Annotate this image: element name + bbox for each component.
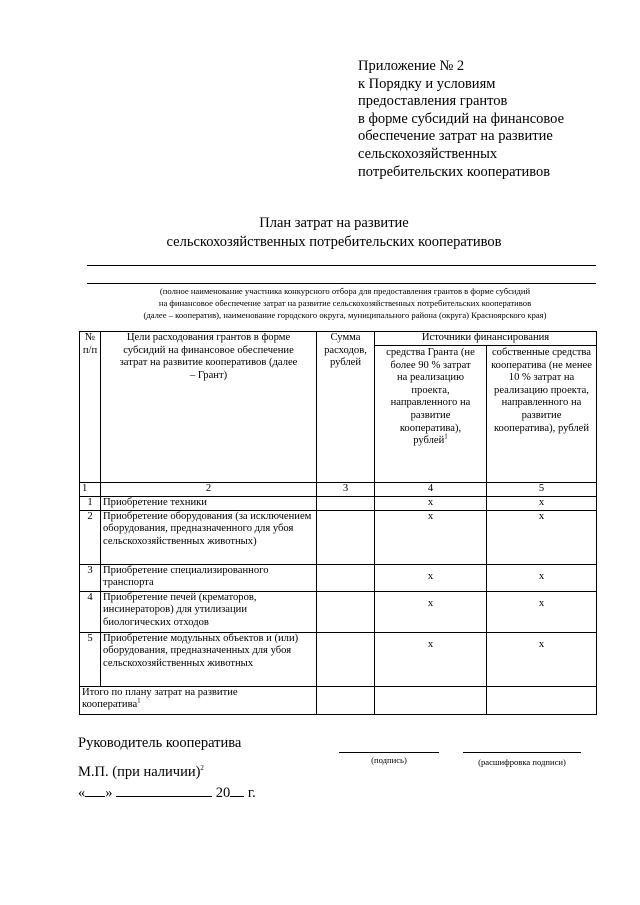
- total-row: [80, 686, 597, 714]
- appendix-line: сельскохозяйственных: [358, 145, 498, 162]
- divider: [87, 283, 596, 284]
- row-own: x: [487, 591, 597, 632]
- stamp-label: [78, 763, 204, 781]
- row-sum: [317, 496, 375, 510]
- date-suffix: г.: [247, 785, 256, 801]
- table-row: [80, 632, 597, 686]
- footnote-mark: 2: [200, 764, 204, 773]
- date-year-blank: [230, 784, 244, 797]
- row-grant: x: [375, 632, 487, 686]
- date-month-blank: [116, 784, 212, 797]
- total-label: [80, 686, 317, 714]
- row-own: x: [487, 564, 597, 591]
- signature-line: [339, 752, 439, 753]
- date-open-quote: «: [78, 785, 86, 801]
- total-own: [487, 686, 597, 714]
- row-sum: [317, 510, 375, 564]
- appendix-block: [358, 58, 628, 181]
- appendix-line: предоставления грантов: [358, 93, 508, 110]
- row-goal: Приобретение печей (крематоров, инсинераторов) для утилизации биологических отходов: [101, 591, 317, 632]
- appendix-line: потребительских кооперативов: [358, 163, 551, 180]
- total-sum: [317, 686, 375, 714]
- row-num: 4: [80, 591, 101, 632]
- header-goal: Цели расходования грантов в форме субсидий на финансовое обеспечение затрат на развитие кооперативов (далее – Грант): [101, 332, 317, 483]
- date-close-quote: »: [105, 785, 113, 801]
- appendix-line: к Порядку и условиям: [358, 75, 496, 92]
- table-row: [80, 510, 597, 564]
- note-line: на финансовое обеспечение затрат на развитие сельскохозяйственных потребительских кооперативов: [158, 298, 532, 308]
- header-own: собственные средства кооператива (не менее 10 % затрат на реализацию проекта, направленного на развитие кооператива), рублей: [487, 346, 597, 483]
- total-grant: [375, 686, 487, 714]
- table-header-row: [80, 332, 597, 346]
- page-subtitle: сельскохозяйственных потребительских кооперативов: [166, 234, 502, 250]
- page-title: План затрат на развитие: [259, 215, 409, 231]
- total-label-text: Итого по плану затрат на развитие кооператива: [82, 686, 238, 711]
- col-number: 2: [101, 483, 317, 497]
- row-grant: x: [375, 564, 487, 591]
- decode-line: [463, 752, 581, 753]
- col-number: 5: [487, 483, 597, 497]
- col-number: 3: [317, 483, 375, 497]
- row-num: 2: [80, 510, 101, 564]
- column-numbers-row: [80, 483, 597, 497]
- note-line: (далее – кооператив), наименование городского округа, муниципального района (округа) Красноярского края): [143, 310, 547, 320]
- row-num: 3: [80, 564, 101, 591]
- row-sum: [317, 591, 375, 632]
- row-goal: Приобретение оборудования (за исключением оборудования, предназначенного для убоя сельскохозяйственных животных): [101, 510, 317, 564]
- row-grant: x: [375, 496, 487, 510]
- footnote-mark: 1: [137, 696, 141, 705]
- header-grant: [375, 346, 487, 483]
- row-grant: x: [375, 510, 487, 564]
- row-goal: Приобретение модульных объектов и (или) оборудования, предназначенных для убоя сельскохозяйственных животных: [101, 632, 317, 686]
- row-goal: Приобретение техники: [101, 496, 317, 510]
- row-own: x: [487, 496, 597, 510]
- date-day-blank: [85, 784, 105, 797]
- date-year: 20: [215, 785, 231, 801]
- row-sum: [317, 632, 375, 686]
- header-sum: Сумма расходов, рублей: [317, 332, 375, 483]
- row-grant: x: [375, 591, 487, 632]
- footnote-mark: 1: [444, 432, 448, 441]
- header-sources: Источники финансирования: [375, 332, 597, 346]
- note-line: (полное наименование участника конкурсного отбора для предоставления грантов в форме субсидий: [159, 286, 531, 296]
- row-sum: [317, 564, 375, 591]
- appendix-line: обеспечение затрат на развитие: [358, 128, 553, 145]
- row-num: 5: [80, 632, 101, 686]
- stamp-text: М.П. (при наличии): [78, 764, 201, 780]
- appendix-line: в форме субсидий на финансовое: [358, 110, 565, 127]
- decode-caption: (расшифровка подписи): [478, 757, 566, 767]
- appendix-line: Приложение № 2: [358, 58, 465, 74]
- row-num: 1: [80, 496, 101, 510]
- date-line: [78, 784, 256, 802]
- table-row: [80, 564, 597, 591]
- header-grant-text: средства Гранта (не более 90 % затрат на реализацию проекта, направленного на развитие кооператива), рублей: [386, 347, 475, 447]
- col-number: 1: [80, 483, 101, 497]
- plan-table: [79, 331, 597, 715]
- signature-caption: (подпись): [371, 755, 407, 765]
- table-row: [80, 496, 597, 510]
- row-own: x: [487, 510, 597, 564]
- table-row: [80, 591, 597, 632]
- divider: [87, 265, 596, 266]
- row-goal: Приобретение специализированного транспорта: [101, 564, 317, 591]
- head-label: Руководитель кооператива: [78, 735, 242, 751]
- col-number: 4: [375, 483, 487, 497]
- row-own: x: [487, 632, 597, 686]
- header-num: № п/п: [80, 332, 101, 483]
